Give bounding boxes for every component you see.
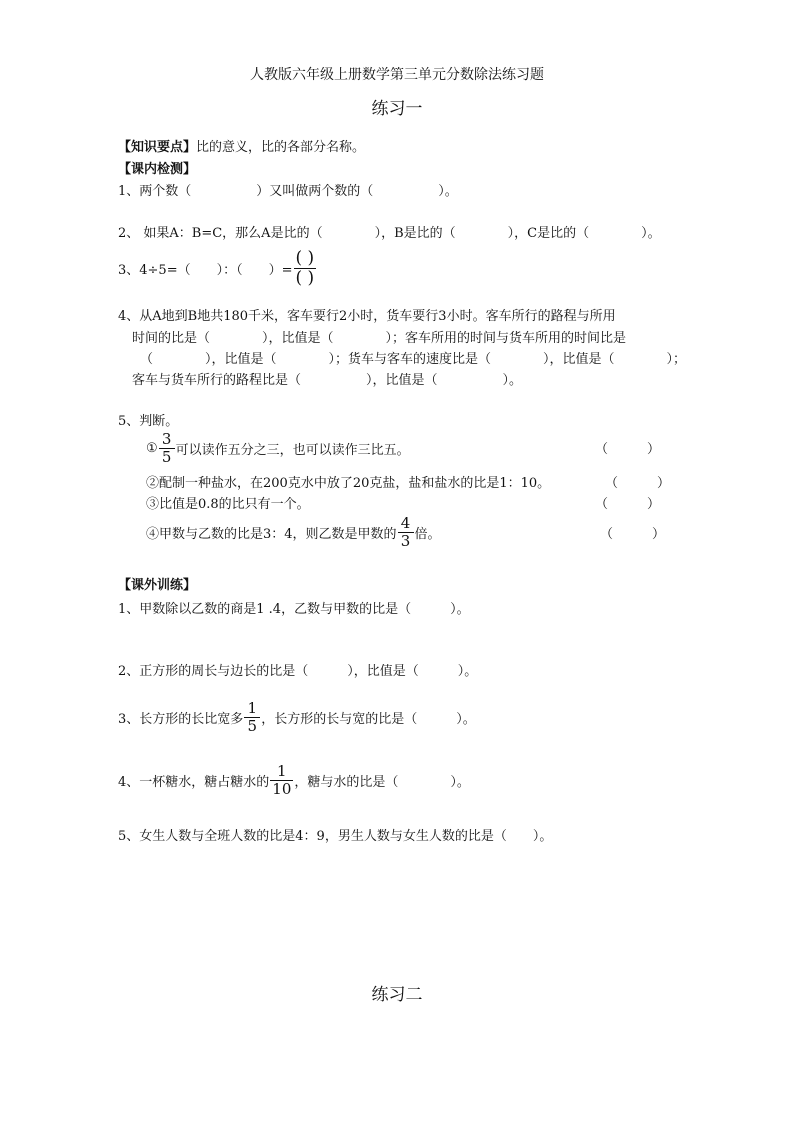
- judge-2-answer-paren: （ ）: [605, 476, 671, 491]
- in-class-q3: [118, 246, 317, 290]
- q3-fraction: [295, 247, 316, 288]
- judge-1-number: ①: [146, 440, 158, 456]
- in-class-q5: 5、判断。: [118, 414, 179, 429]
- after-class-q1: 1、甲数除以乙数的商是1 .4，乙数与甲数的比是（ ）。: [118, 602, 470, 617]
- in-class-q4-line2: 时间的比是（ ），比值是（ ）；客车所用的时间与货车所用的时间比是: [132, 331, 627, 346]
- judge-1-text: 可以读作五分之三，也可以读作三比五。: [175, 442, 410, 458]
- after-q3-numerator: 1: [247, 698, 258, 717]
- exercise-1-heading: 练习一: [371, 99, 423, 119]
- judge-item-1: [146, 428, 410, 468]
- judge-4-suffix: 倍。: [414, 526, 441, 542]
- judge-4-text: ④甲数与乙数的比是3：4，则乙数是甲数的: [146, 526, 397, 542]
- after-q4-fraction: [271, 761, 292, 798]
- knowledge-points: [118, 136, 365, 155]
- knowledge-text: 比的意义，比的各部分名称。: [196, 140, 366, 155]
- judge-4-numerator: 4: [400, 513, 411, 532]
- judge-4-answer-paren: （ ）: [600, 527, 666, 542]
- judge-1-answer-paren: （ ）: [595, 442, 661, 457]
- in-class-q4-line1: 4、从A地到B地共180千米，客车要行2小时，货车要行3小时。客车所行的路程与所用: [118, 309, 616, 324]
- after-class-label: 【课外训练】: [118, 578, 197, 593]
- q3-text: 3、4÷5=（ ）：（ ）=: [118, 262, 293, 278]
- q3-fraction-numerator: ( ): [295, 247, 315, 268]
- after-class-q4: [118, 760, 470, 800]
- knowledge-label: 【知识要点】: [118, 140, 197, 155]
- judge-1-fraction: [160, 429, 174, 466]
- q3-fraction-denominator: ( ): [295, 267, 315, 288]
- judge-1-numerator: 3: [161, 429, 172, 448]
- after-q3-fraction: [245, 698, 259, 735]
- in-class-label: 【课内检测】: [118, 162, 197, 177]
- exercise-2-heading: 练习二: [371, 985, 423, 1005]
- after-q4-denominator: 10: [272, 779, 292, 798]
- judge-item-3: ③比值是0.8的比只有一个。: [146, 497, 310, 512]
- after-class-q3: [118, 697, 476, 737]
- judge-4-fraction: [399, 513, 413, 550]
- after-q3-text: 3、长方形的长比宽多: [118, 711, 244, 727]
- in-class-q2: 2、 如果A：B=C，那么A是比的（ ），B是比的（ ），C是比的（ ）。: [118, 226, 661, 241]
- in-class-q4-line3: （ ），比值是（ ）；货车与客车的速度比是（ ），比值是（ ）；: [140, 352, 687, 367]
- after-q4-text: 4、一杯糖水，糖占糖水的: [118, 774, 270, 790]
- judge-1-denominator: 5: [161, 447, 172, 466]
- after-q4-numerator: 1: [277, 761, 287, 780]
- after-class-q5: 5、女生人数与全班人数的比是4：9，男生人数与女生人数的比是（ ）。: [118, 829, 553, 844]
- document-title: 人教版六年级上册数学第三单元分数除法练习题: [250, 67, 544, 83]
- in-class-q1: 1、两个数（ ）又叫做两个数的（ ）。: [118, 184, 458, 199]
- judge-3-answer-paren: （ ）: [595, 497, 661, 512]
- after-class-q2: 2、正方形的周长与边长的比是（ ），比值是（ ）。: [118, 664, 478, 679]
- in-class-q4-line4: 客车与货车所行的路程比是（ ），比值是（ ）。: [132, 373, 523, 388]
- after-q4-suffix: ，糖与水的比是（ ）。: [294, 774, 470, 790]
- judge-4-denominator: 3: [400, 531, 411, 550]
- after-q3-denominator: 5: [247, 716, 258, 735]
- after-q3-suffix: ，长方形的长与宽的比是（ ）。: [261, 711, 476, 727]
- judge-item-4: [146, 512, 441, 552]
- judge-item-2: ②配制一种盐水，在200克水中放了20克盐，盐和盐水的比是1：10。: [146, 476, 551, 491]
